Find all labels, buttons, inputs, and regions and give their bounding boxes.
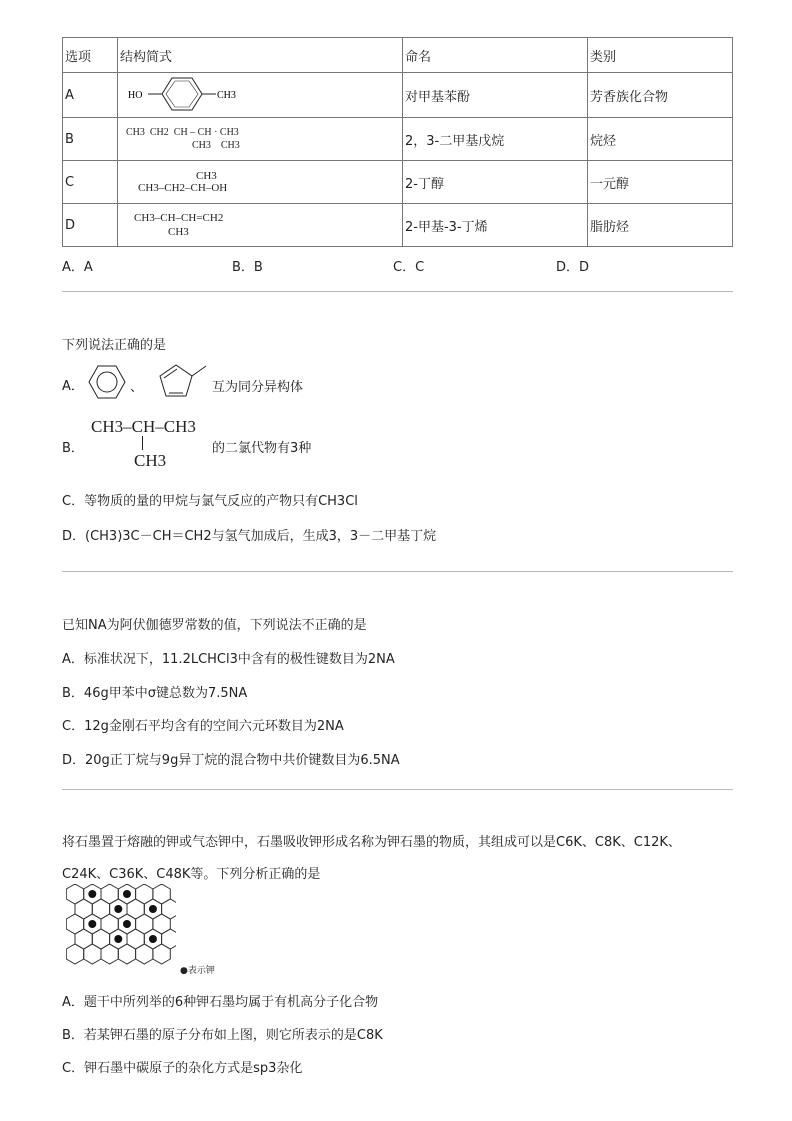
table-row [63,118,733,161]
q4-stem-line2: C24K、C36K、C48K等。下列分析正确的是 [62,867,321,882]
row-category: 脂肪烃 [588,204,733,247]
header-option: 选项 [63,38,118,73]
ch3-label: CH3 [217,90,236,101]
potassium-atom [123,920,131,928]
header-name: 命名 [403,38,588,73]
potassium-atom [149,935,157,943]
structure-cell [118,73,403,118]
q3-option-d: D．20g正丁烷与9g异丁烷的混合物中共价键数目为6.5NA [62,753,400,768]
q2-option-c: C．等物质的量的甲烷与氯气反应的产物只有CH3Cl [62,494,358,509]
row-category: 芳香族化合物 [588,73,733,118]
divider [62,789,733,790]
formula-main: CH3–CH2–CH–OH [138,182,228,194]
hexagon-ring [162,929,176,949]
potassium-atom [114,935,122,943]
hexagon-ring [153,944,170,964]
row-name: 2-甲基-3-丁烯 [403,204,588,247]
answer-b: B．B [232,260,263,275]
potassium-atom [88,920,96,928]
q2-separator: 、 [130,380,144,395]
header-category: 类别 [588,38,733,73]
q3-option-c: C．12g金刚石平均含有的空间六元环数目为2NA [62,719,344,734]
row-option: D [63,204,118,247]
row-category: 烷烃 [588,118,733,161]
formula-main: CH3–CH–CH=CH2 [134,212,224,224]
potassium-atom [123,890,131,898]
q2-stem: 下列说法正确的是 [62,338,167,353]
table-header-row [63,38,733,73]
q2-option-d: D．(CH3)3C－CH＝CH2与氢气加成后，生成3，3－二甲基丁烷 [62,529,437,544]
diagram-legend: ●表示钾 [180,966,215,976]
row-name: 2-丁醇 [403,161,588,204]
answer-c: C．C [393,260,425,275]
potassium-atom [149,905,157,913]
table-row [63,73,733,118]
potassium-atom [114,905,122,913]
isobutane-top: CH3–CH–CH3 [91,417,196,436]
row-option: C [63,161,118,204]
potassium-atom [88,890,96,898]
structure-cell [118,204,403,247]
table-row [63,161,733,204]
row-name: 2，3-二甲基戊烷 [403,118,588,161]
potassium-graphite-diagram [66,884,176,980]
ho-label: HO [128,90,143,101]
header-formula: 结构简式 [118,38,403,73]
answer-a: A．A [62,260,93,275]
q2-option-b-text: 的二氯代物有3种 [212,441,312,456]
formula-top: CH3 [196,170,217,182]
q3-option-b: B．46g甲苯中σ键总数为7.5NA [62,686,248,701]
q4-option-c: C．钾石墨中碳原子的杂化方式是sp3杂化 [62,1061,303,1076]
q4-option-a: A．题干中所列举的6种钾石墨均属于有机高分子化合物 [62,995,379,1010]
q3-stem: 已知NA为阿伏伽德罗常数的值，下列说法不正确的是 [62,618,367,633]
divider [62,571,733,572]
hexagon-ring [101,944,118,964]
q4-stem-line1: 将石墨置于熔融的钾或气态钾中，石墨吸收钾形成名称为钾石墨的物质，其组成可以是C6K、C8K、C12K、 [62,835,681,850]
p-cresol-structure [120,73,320,113]
isobutane-bottom: CH3 [134,451,167,470]
row-category: 一元醇 [588,161,733,204]
hexagon-ring [162,899,176,919]
divider [62,291,733,292]
formula-top: CH3 CH2 CH – CH · CH3 [126,127,239,138]
q2-option-b-label: B． [62,441,84,456]
benzene-icon [86,362,128,402]
q2-option-a-label: A． [62,379,84,394]
hexagon-ring [118,944,135,964]
row-option: A [63,73,118,118]
q3-option-a: A．标准状况下，11.2LCHCl3中含有的极性键数目为2NA [62,652,395,667]
formula-bottom: CH3 CH3 [192,140,240,151]
structure-cell [118,161,403,204]
methylcyclopentadiene-icon [150,360,212,402]
q4-option-b: B．若某钾石墨的原子分布如上图，则它所表示的是C8K [62,1028,383,1043]
hexagon-ring [136,944,153,964]
bond-line [142,436,143,450]
butanol-structure [120,170,400,194]
options-table [62,37,733,247]
hexagon-ring [66,944,83,964]
row-option: B [63,118,118,161]
hexagon-ring [84,944,101,964]
structure-cell [118,118,403,161]
dimethylpentane-structure [120,126,400,152]
answer-d: D．D [556,260,590,275]
methylbutene-structure [120,211,400,239]
formula-bottom: CH3 [168,226,189,238]
table-row [63,204,733,247]
q2-option-a-text: 互为同分异构体 [212,380,304,395]
row-name: 对甲基苯酚 [403,73,588,118]
